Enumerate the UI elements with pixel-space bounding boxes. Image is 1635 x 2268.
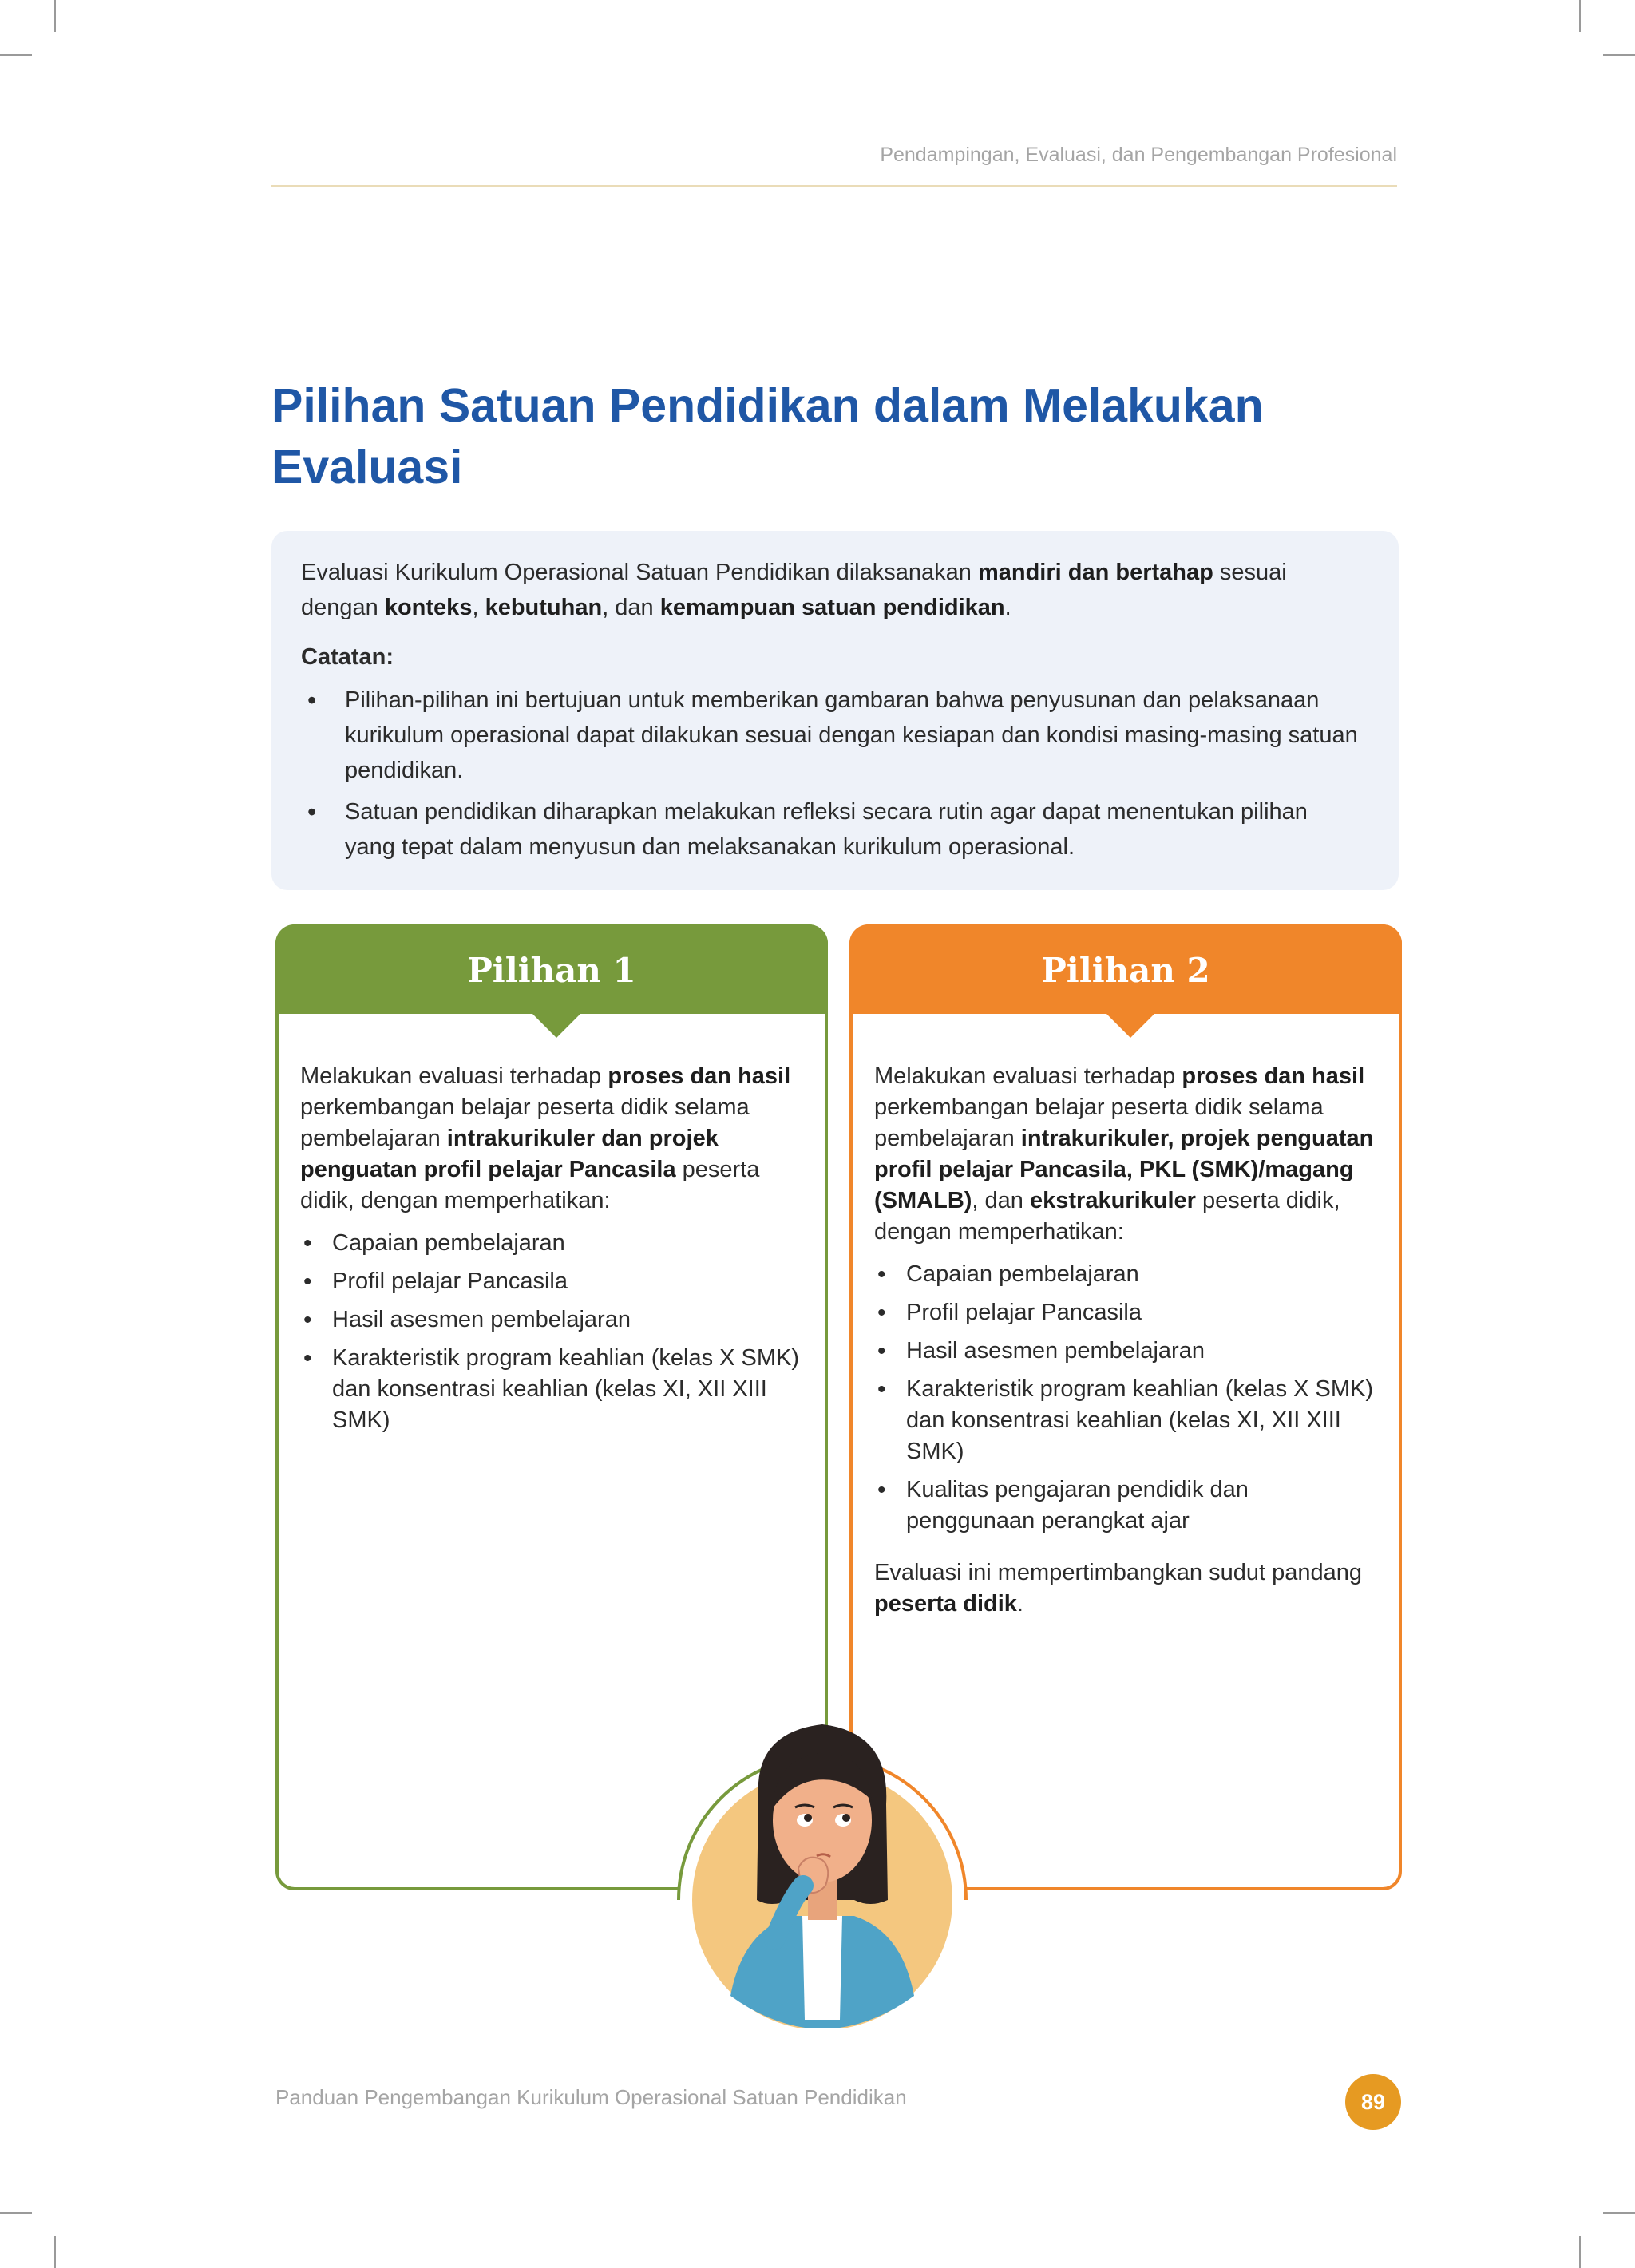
intro-paragraph: Evaluasi Kurikulum Operasional Satuan Pendidikan dilaksanakan mandiri dan bertahap sesuai dengan konteks, kebutuhan, dan kemampuan satuan pendidikan.: [301, 560, 1287, 620]
list-item: • Profil pelajar Pancasila: [300, 1266, 803, 1297]
footer-book-title: Panduan Pengembangan Kurikulum Operasional Satuan Pendidikan: [275, 2085, 907, 2109]
option-1-description: Melakukan evaluasi terhadap proses dan hasil perkembangan belajar peserta didik selama pembelajaran intrakurikuler dan projek penguatan profil pelajar Pancasila peserta didik, dengan memperhatikan:: [300, 1063, 791, 1213]
list-item: • Karakteristik program keahlian (kelas X SMK) dan konsentrasi keahlian (kelas XI, XII XIII SMK): [874, 1374, 1377, 1467]
note-title: Catatan:: [301, 644, 394, 670]
crop-mark: [54, 0, 56, 32]
running-head: Pendampingan, Evaluasi, dan Pengembangan Profesional: [271, 144, 1397, 187]
list-item: • Pilihan-pilihan ini bertujuan untuk memberikan gambaran bahwa penyusunan dan pelaksanaan kurikulum operasional dapat dilakukan sesuai dengan kesiapan dan kondisi masing-masing satuan pendidikan.: [301, 683, 1363, 788]
list-item: • Capaian pembelajaran: [874, 1259, 1377, 1290]
list-item: • Kualitas pengajaran pendidik dan penggunaan perangkat ajar: [874, 1474, 1377, 1537]
list-item: • Satuan pendidikan diharapkan melakukan refleksi secara rutin agar dapat menentukan pilihan yang tepat dalam menyusun dan melaksanakan kurikulum operasional.: [301, 794, 1363, 865]
list-item: • Profil pelajar Pancasila: [874, 1297, 1377, 1328]
pointer-triangle: [531, 1012, 582, 1038]
list-item: • Capaian pembelajaran: [300, 1228, 803, 1259]
list-item: • Hasil asesmen pembelajaran: [300, 1304, 803, 1336]
option-2-list: [874, 1259, 1377, 1537]
crop-mark: [1579, 0, 1581, 32]
pointer-triangle: [1105, 1012, 1156, 1038]
note-list: [301, 683, 1363, 865]
crop-mark: [54, 2236, 56, 2268]
crop-mark: [1579, 2236, 1581, 2268]
note-box: [271, 531, 1399, 890]
option-2-title: Pilihan 2: [849, 924, 1402, 1014]
crop-mark: [0, 2212, 32, 2214]
option-2-closing: Evaluasi ini mempertimbangkan sudut pandang peserta didik.: [874, 1560, 1362, 1617]
option-1-list: [300, 1228, 803, 1436]
crop-mark: [1603, 54, 1635, 56]
thinking-student-illustration: [655, 1700, 990, 2028]
option-1-title: Pilihan 1: [275, 924, 828, 1014]
list-item: • Karakteristik program keahlian (kelas X SMK) dan konsentrasi keahlian (kelas XI, XII XIII SMK): [300, 1343, 803, 1436]
crop-mark: [1603, 2212, 1635, 2214]
list-item: • Hasil asesmen pembelajaran: [874, 1336, 1377, 1367]
crop-mark: [0, 54, 32, 56]
page-number: 89: [1345, 2074, 1401, 2130]
page-title: Pilihan Satuan Pendidikan dalam Melakukan Evaluasi: [271, 379, 1264, 493]
option-2-description: Melakukan evaluasi terhadap proses dan hasil perkembangan belajar peserta didik selama pembelajaran intrakurikuler, projek penguatan profil pelajar Pancasila, PKL (SMK)/magang (SMALB), dan ekstrakurikuler peserta didik, dengan memperhatikan:: [874, 1063, 1374, 1245]
